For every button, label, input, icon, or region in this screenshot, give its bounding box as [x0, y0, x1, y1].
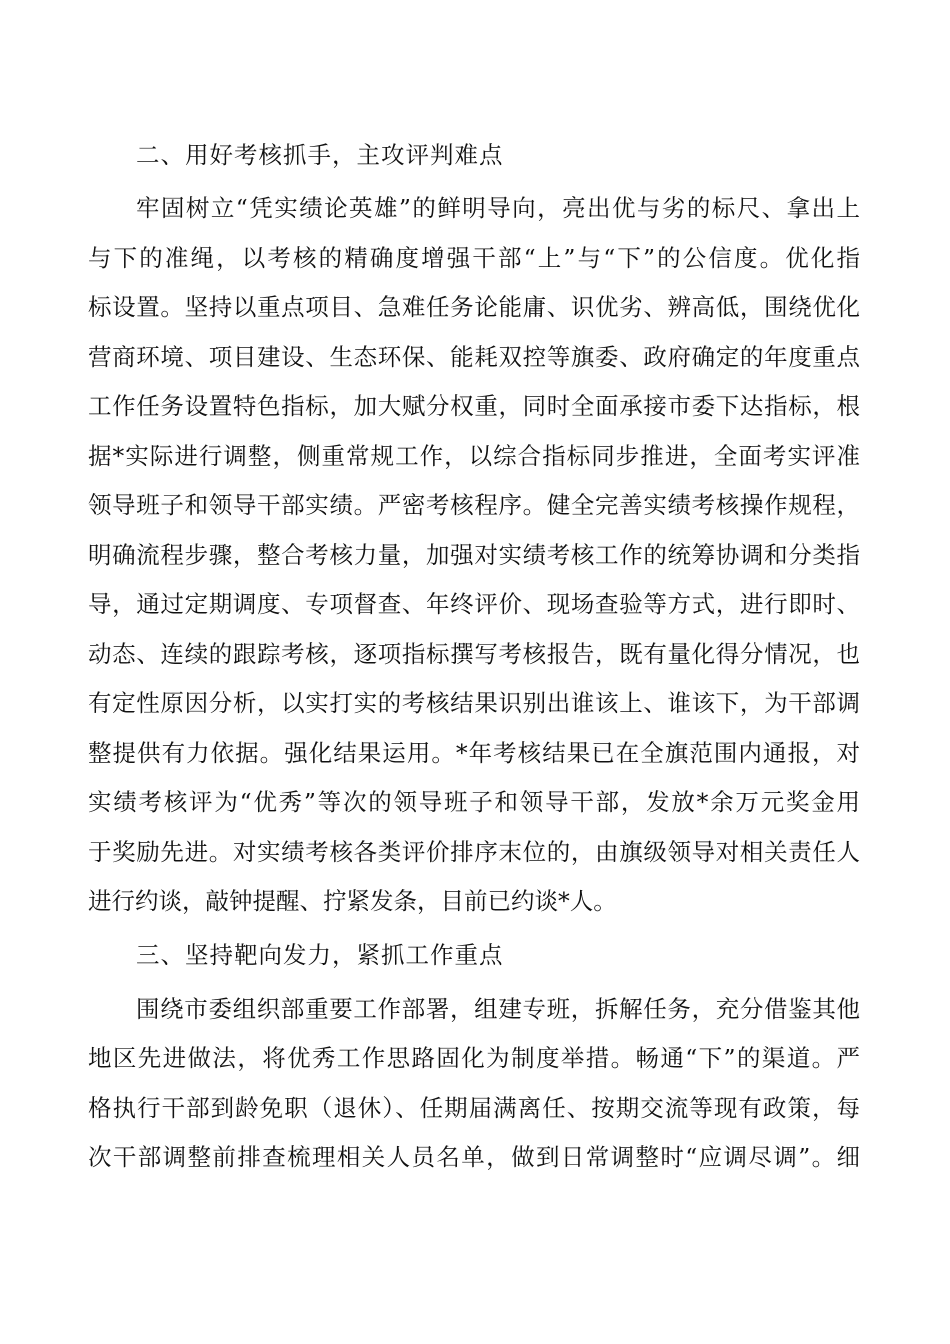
section-heading: 三、坚持靶向发力，紧抓工作重点: [136, 941, 504, 969]
paragraph-line: 实绩考核评为“优秀”等次的领导班子和领导干部，发放*余万元奖金用: [88, 788, 860, 816]
paragraph-line: 与下的准绳，以考核的精确度增强干部“上”与“下”的公信度。优化指: [88, 244, 860, 272]
paragraph-line: 进行约谈，敲钟提醒、拧紧发条，目前已约谈*人。: [88, 887, 617, 915]
paragraph-line: 牢固树立“凭实绩论英雄”的鲜明导向，亮出优与劣的标尺、拿出上: [136, 194, 860, 222]
paragraph-line: 明确流程步骤，整合考核力量，加强对实绩考核工作的统筹协调和分类指: [88, 541, 860, 569]
paragraph-line: 营商环境、项目建设、生态环保、能耗双控等旗委、政府确定的年度重点: [88, 343, 860, 371]
paragraph-line: 地区先进做法，将优秀工作思路固化为制度举措。畅通“下”的渠道。严: [88, 1044, 860, 1072]
section-heading: 二、用好考核抓手，主攻评判难点: [136, 141, 504, 169]
paragraph-line: 导，通过定期调度、专项督查、年终评价、现场查验等方式，进行即时、: [88, 590, 860, 618]
paragraph-line: 领导班子和领导干部实绩。严密考核程序。健全完善实绩考核操作规程，: [88, 491, 860, 519]
paragraph-line: 格执行干部到龄免职（退休）、任期届满离任、按期交流等现有政策，每: [88, 1094, 860, 1122]
paragraph-line: 于奖励先进。对实绩考核各类评价排序末位的，由旗级领导对相关责任人: [88, 838, 860, 866]
paragraph-line: 有定性原因分析，以实打实的考核结果识别出谁该上、谁该下，为干部调: [88, 689, 860, 717]
paragraph-line: 标设置。坚持以重点项目、急难任务论能庸、识优劣、辨高低，围绕优化: [88, 293, 860, 321]
paragraph-line: 围绕市委组织部重要工作部署，组建专班，拆解任务，充分借鉴其他: [136, 995, 860, 1023]
paragraph-line: 动态、连续的跟踪考核，逐项指标撰写考核报告，既有量化得分情况，也: [88, 640, 860, 668]
paragraph-line: 次干部调整前排查梳理相关人员名单，做到日常调整时“应调尽调”。细: [88, 1143, 860, 1171]
paragraph-line: 工作任务设置特色指标，加大赋分权重，同时全面承接市委下达指标，根: [88, 392, 860, 420]
paragraph-line: 整提供有力依据。强化结果运用。*年考核结果已在全旗范围内通报，对: [88, 739, 860, 767]
paragraph-line: 据*实际进行调整，侧重常规工作，以综合指标同步推进，全面考实评准: [88, 442, 860, 470]
